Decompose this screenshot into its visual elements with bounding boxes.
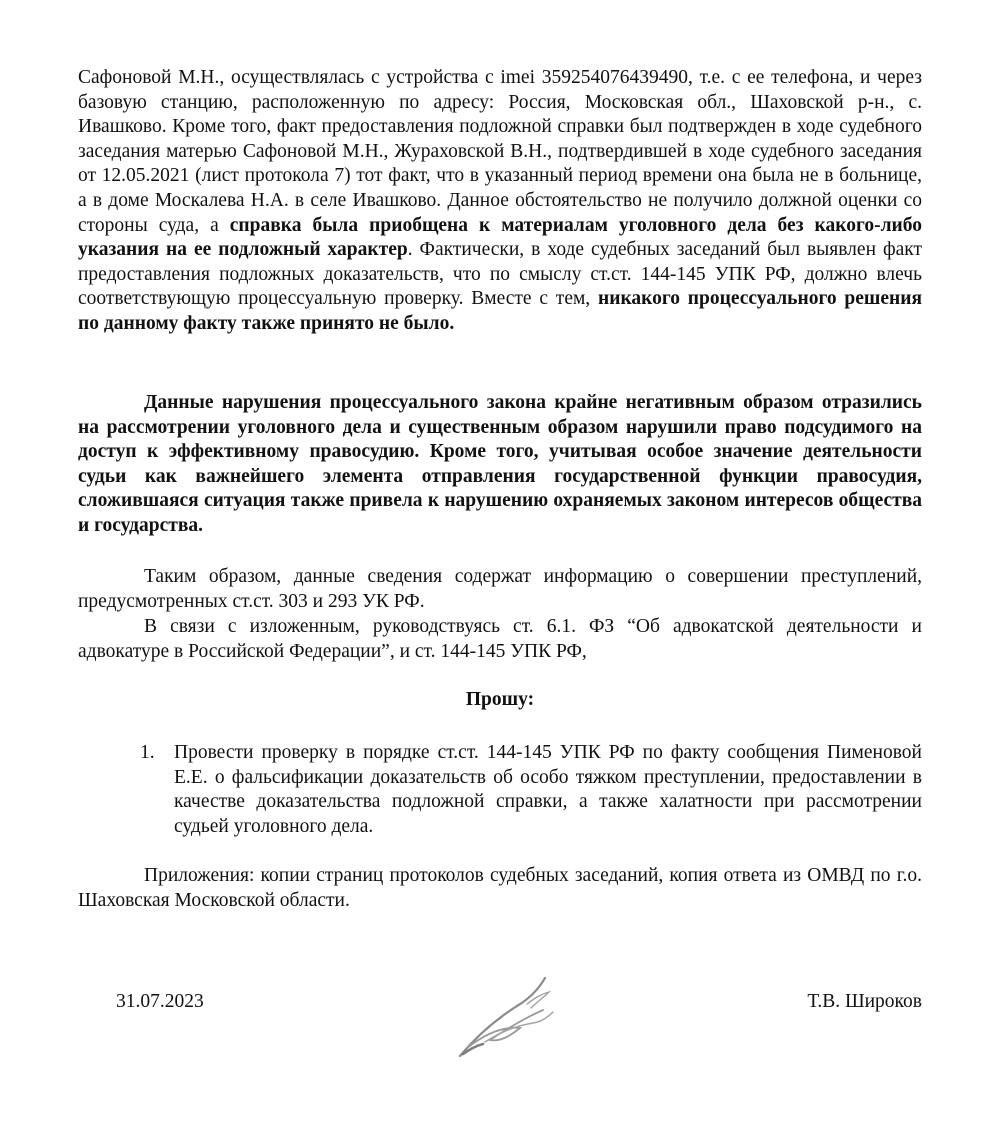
paragraph-conclusion: Таким образом, данные сведения содержат информацию о совершении преступлений, предусмотренных ст.ст. 303 и 293 УК РФ.	[78, 566, 922, 612]
request-number: 1.	[140, 742, 155, 763]
signer-name: Т.В. Широков	[807, 991, 922, 1012]
paragraph-legal-basis: В связи с изложенным, руководствуясь ст. 6.1. ФЗ “Об адвокатской деятельности и адвокатуре в Российской Федерации”, и ст. 144-145 УПК РФ,	[78, 616, 922, 662]
paragraph-facts-text-1: Сафоновой М.Н., осуществлялась с устройства с imei 359254076439490, т.е. с ее телефона, и через базовую станцию, расположенную по адресу: Россия, Московская обл., Шаховской р-н., с. Ивашково. Кроме того, факт предоставления подложной справки был подтвержден в ходе судебного заседания матерью Сафоновой М.Н., Жураховской В.Н., подтвердившей в ходе судебного заседания от 12.05.2021 (лист протокола 7) тот факт, что в указанный период времени она была не в больнице, а в доме Москалева Н.А. в селе Ивашково. Данное обстоятельство не получило должной оценки со стороны суда, а	[78, 67, 922, 236]
paragraph-attachments: Приложения: копии страниц протоколов судебных заседаний, копия ответа из ОМВД по г.о. Шаховская Московской области.	[78, 865, 922, 911]
paragraph-facts	[78, 66, 922, 337]
paragraph-violations: Данные нарушения процессуального закона крайне негативным образом отразились на рассмотрении уголовного дела и существенным образом нарушили право подсудимого на доступ к эффективному правосудию. Кроме того, учитывая особое значение деятельности судьи как важнейшего элемента отправления государственной функции правосудия, сложившаяся ситуация также привела к нарушению охраняемых законом интересов общества и государства.	[78, 392, 922, 536]
paragraph-facts-bold-1: справка была приобщена к материалам уголовного дела без какого-либо указания на ее подложный характер	[78, 214, 922, 261]
paragraph-facts-text-2: . Фактически, в ходе судебных заседаний был выявлен факт предоставления подложных доказательств, что по смыслу ст.ст. 144-145 УПК РФ, должно влечь соответствующую процессуальную проверку. Вместе с тем,	[78, 239, 922, 310]
document-date: 31.07.2023	[116, 991, 204, 1012]
paragraph-facts-bold-2: никакого процессуального решения по данному факту также принято не было.	[78, 288, 922, 334]
request-text: Провести проверку в порядке ст.ст. 144-145 УПК РФ по факту сообщения Пименовой Е.Е. о фальсификации доказательств об особо тяжком преступлении, предоставлении в качестве доказательства подложной справки, а также халатности при рассмотрении судьей уголовного дела.	[174, 742, 922, 837]
handwritten-signature	[445, 968, 565, 1063]
request-heading: Прошу:	[465, 689, 535, 710]
